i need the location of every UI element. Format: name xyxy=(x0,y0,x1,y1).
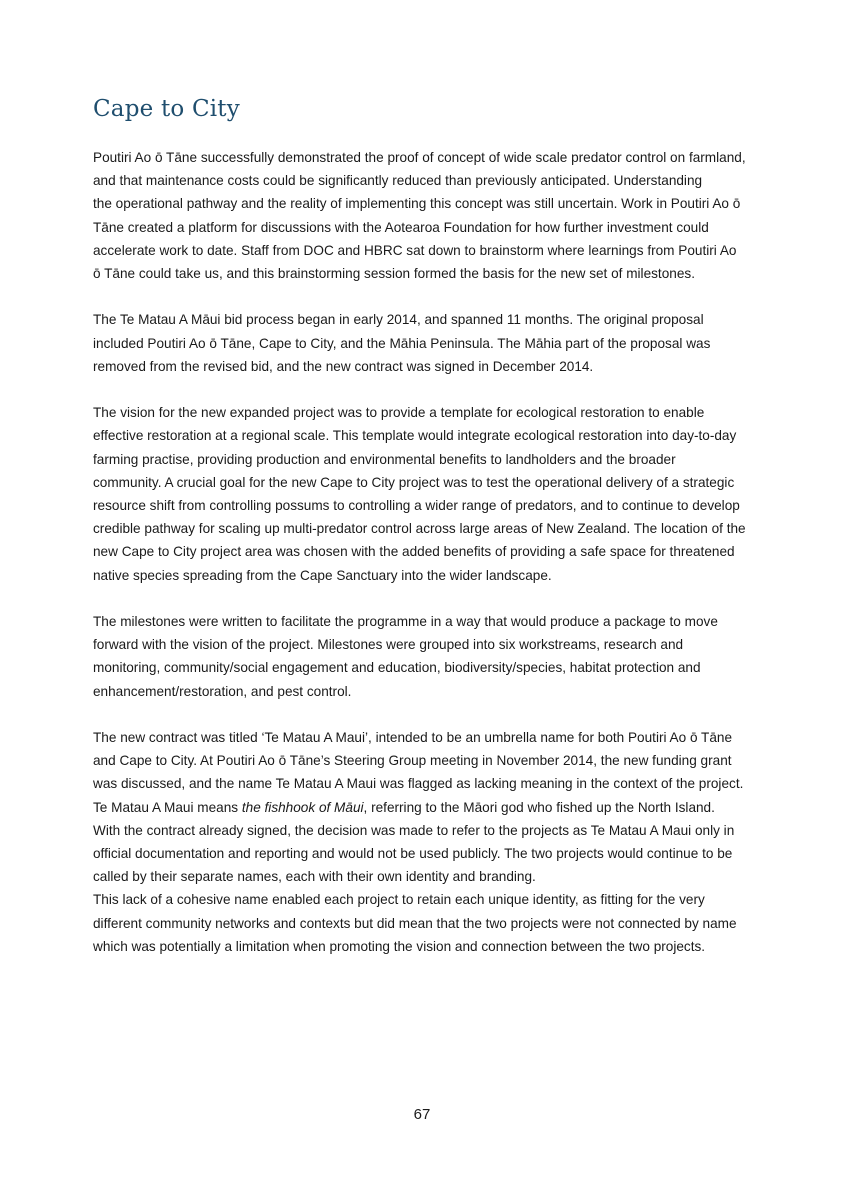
paragraph-gap xyxy=(93,587,753,610)
text-line: new Cape to City project area was chosen with the added benefits of providing a safe space for threatened xyxy=(93,544,735,560)
text-line: included Poutiri Ao ō Tāne, Cape to City, and the Māhia Peninsula. The Māhia part of the proposal was xyxy=(93,335,711,351)
paragraph-gap xyxy=(93,703,753,726)
text-line: The new contract was titled ‘Te Matau A Maui’, intended to be an umbrella name for both Poutiri Ao ō Tāne xyxy=(93,730,733,746)
text-line: effective restoration at a regional scale. This template would integrate ecological restoration into day-to-day xyxy=(93,428,737,444)
italic-phrase: the fishhook of Māui xyxy=(241,799,364,815)
text-line: With the contract already signed, the decision was made to refer to the projects as Te Matau A Maui only in xyxy=(93,822,735,838)
text-line: community. A crucial goal for the new Cape to City project was to test the operational delivery of a strategic xyxy=(93,474,735,490)
text-line: ō Tāne could take us, and this brainstorming session formed the basis for the new set of milestones. xyxy=(93,266,695,282)
page-number: 67 xyxy=(413,1106,431,1123)
text-line: forward with the vision of the project. Milestones were grouped into six workstreams, research and xyxy=(93,637,684,653)
text-line: credible pathway for scaling up multi-predator control across large areas of New Zealand. The location of the xyxy=(93,521,746,537)
paragraph xyxy=(93,610,753,703)
text-line: monitoring, community/social engagement and education, biodiversity/species, habitat protection and xyxy=(93,660,701,676)
text-line: Poutiri Ao ō Tāne successfully demonstrated the proof of concept of wide scale predator control on farmland, xyxy=(93,150,746,165)
text-line: The Te Matau A Māui bid process began in early 2014, and spanned 11 months. The original proposal xyxy=(93,312,704,328)
text-line xyxy=(93,796,753,819)
text-line: Tāne created a platform for discussions with the Aotearoa Foundation for how further investment could xyxy=(93,219,709,235)
text-line: which was potentially a limitation when promoting the vision and connection between the two projects. xyxy=(93,938,706,954)
text-line: the operational pathway and the reality of implementing this concept was still uncertain. Work in Poutiri Ao ō xyxy=(93,196,741,212)
text-segment: , referring to the Māori god who fished up the North Island. xyxy=(363,799,715,815)
text-line: The milestones were written to facilitate the programme in a way that would produce a package to move xyxy=(93,614,718,630)
paragraph xyxy=(93,308,753,378)
text-line: called by their separate names, each with their own identity and branding. xyxy=(93,869,536,885)
paragraph-gap xyxy=(93,285,753,308)
text-line: enhancement/restoration, and pest control. xyxy=(93,683,352,699)
text-line: farming practise, providing production and environmental benefits to landholders and the broader xyxy=(93,451,676,467)
body-text xyxy=(93,146,753,958)
text-line: This lack of a cohesive name enabled each project to retain each unique identity, as fitting for the very xyxy=(93,892,705,908)
paragraph xyxy=(93,401,753,587)
text-line: native species spreading from the Cape Sanctuary into the wider landscape. xyxy=(93,567,552,583)
text-line: The vision for the new expanded project was to provide a template for ecological restoration to enable xyxy=(93,405,705,421)
section-heading: Cape to City xyxy=(93,96,240,122)
text-line: and Cape to City. At Poutiri Ao ō Tāne’s Steering Group meeting in November 2014, the new funding grant xyxy=(93,753,732,769)
text-line: different community networks and contexts but did mean that the two projects were not connected by name xyxy=(93,915,737,931)
text-line: removed from the revised bid, and the new contract was signed in December 2014. xyxy=(93,358,594,374)
paragraph-gap xyxy=(93,378,753,401)
text-segment: Te Matau A Maui means xyxy=(93,799,242,815)
text-line: official documentation and reporting and would not be used publicly. The two projects would continue to be xyxy=(93,846,733,862)
text-line: was discussed, and the name Te Matau A Maui was flagged as lacking meaning in the context of the project. xyxy=(93,776,744,792)
text-line: resource shift from controlling possums to controlling a wider range of predators, and to continue to develop xyxy=(93,498,740,514)
text-line: accelerate work to date. Staff from DOC and HBRC sat down to brainstorm where learnings from Poutiri Ao xyxy=(93,242,737,258)
paragraph xyxy=(93,146,753,285)
text-line: and that maintenance costs could be significantly reduced than previously anticipated. Understanding xyxy=(93,173,703,189)
paragraph xyxy=(93,726,753,958)
